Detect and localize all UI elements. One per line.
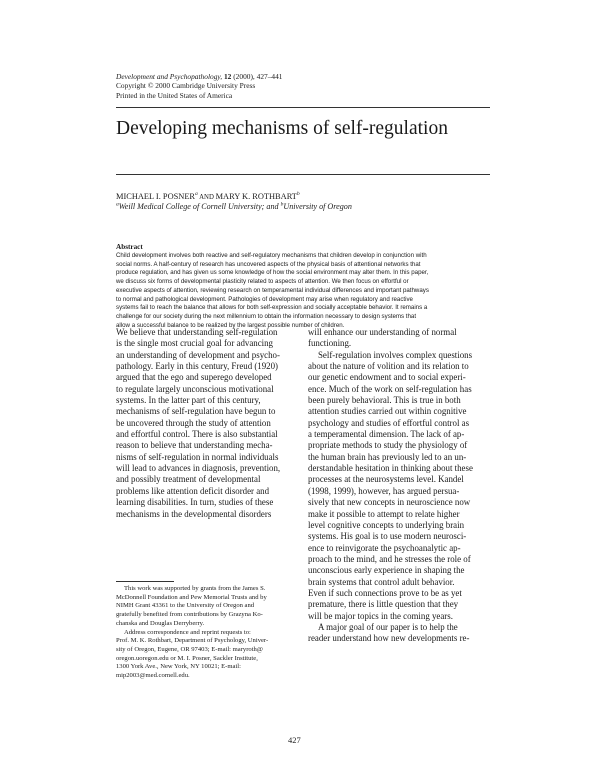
body-line: and possibly treatment of developmental [116, 474, 261, 485]
footnote [116, 585, 302, 681]
affiliation-mark-a: a [116, 201, 119, 208]
body-line: will enhance our understanding of normal [308, 327, 457, 337]
body-line: a temperamental dimension. The lack of ap- [308, 429, 465, 440]
body-line: ence. Much of the work on self-regulation has [308, 383, 472, 394]
body-line: be uncovered through the study of attention [116, 417, 271, 428]
body-line: mechanisms in the developmental disorders [116, 508, 272, 519]
footnote-line: oregon.uoregon.edu or M. I. Posner, Sackler Institute, [116, 654, 258, 662]
body-line: psychology and studies of effortful control as [308, 417, 470, 428]
affiliation-line [116, 201, 352, 212]
author-1: MICHAEL I. POSNER [116, 192, 196, 201]
author-2-mark: b [296, 191, 300, 198]
body-line: A major goal of our paper is to help the [318, 621, 458, 632]
body-line: problems like attention deficit disorder and [116, 485, 270, 496]
body-line: (1998, 1999), however, has argued persua- [308, 485, 460, 496]
body-line: the human brain has previously led to an un- [308, 451, 467, 462]
body-line: propriate methods to study the physiology of [308, 440, 468, 451]
body-line: mechanisms of self-regulation have begun to [116, 406, 276, 417]
body-line: learning disabilities. In turn, studies of these [116, 497, 274, 508]
body-line: our genetic endowment and to social experi- [308, 372, 466, 383]
affiliation-mark-b: b [280, 201, 284, 208]
footnote-line: 1300 York Ave., New York, NY 10021; E-mail: [116, 663, 241, 671]
journal-name: Development and Psychopathology, [116, 72, 223, 81]
top-rule [116, 107, 490, 108]
affiliation-a: Weill Medical College of Cornell University; and [118, 202, 281, 211]
author-1-mark: a [195, 191, 198, 198]
body-line: an understanding of development and psycho- [116, 349, 280, 360]
author-2: MARY K. ROTHBART [215, 192, 297, 201]
body-line: about the nature of volition and its relation to [308, 361, 469, 372]
abstract-line: Child development involves both reactive and self-regulatory mechanisms that children develop in conjunction with [116, 252, 427, 259]
abstract-body [116, 252, 490, 330]
footnote-line: McDonnell Foundation and Pew Memorial Trusts and by [116, 593, 267, 601]
body-line: Even if such connections prove to be as yet [308, 587, 462, 598]
body-line: nisms of self-regulation in normal individuals [116, 451, 279, 462]
footnote-line: gratefully benefited from contributions by Grazyna Ko- [116, 611, 263, 619]
journal-volume: 12 [223, 72, 232, 81]
paper-title: Developing mechanisms of self-regulation [116, 118, 448, 139]
body-line: Self-regulation involves complex questions [318, 349, 473, 360]
footnote-line: This work was supported by grants from the James S. [124, 585, 266, 592]
abstract-line: systems fail to reach the balance that allows for both self-expression and socially acceptable behavior. It remains a [116, 304, 428, 312]
footnote-line: sity of Oregon, Eugene, OR 97403; E-mail: maryroth@ [116, 645, 263, 653]
body-line: pathology. Early in this century, Freud (1920) [116, 361, 279, 372]
body-line: is the single most crucial goal for advancing [116, 338, 273, 349]
body-line: to regulate largely unconscious motivational [116, 383, 274, 394]
body-line: reason to believe that understanding mecha- [116, 440, 273, 451]
body-line: functioning. [308, 338, 352, 349]
body-line: We believe that understanding self-regulation [116, 327, 278, 337]
body-line: reader understand how new developments re- [308, 633, 470, 644]
body-line: will lead to advances in diagnosis, prevention, [116, 463, 281, 474]
abstract-line: produce regulation, and has given us some knowledge of how the social environment may alter them. In this paper, [116, 269, 429, 277]
body-line: processes at the neurosystems level. Kandel [308, 474, 464, 485]
body-line: make it possible to attempt to relate higher [308, 508, 460, 519]
body-line: argued that the ego and superego developed [116, 372, 272, 383]
body-line: derstandable hesitation in thinking about these [308, 463, 473, 474]
affiliation-b: University of Oregon [283, 202, 352, 211]
body-line: ence to reinvigorate the psychoanalytic ap- [308, 542, 461, 553]
body-line: level cognitive concepts to underlying brain [308, 519, 465, 530]
abstract-line: we discuss six forms of developmental plasticity related to aspects of attention. We then focus on effortful or [116, 278, 409, 286]
author-and: AND [197, 194, 216, 201]
abstract-line: challenge for our society during the next millennium to obtain the information necessary to design systems that [116, 312, 417, 320]
journal-citation [116, 72, 496, 81]
title-rule [116, 174, 490, 175]
footnote-line: Address correspondence and reprint requests to: [124, 628, 251, 636]
body-line: systems. His goal is to use modern neurosci- [308, 531, 467, 542]
body-line: been purely behavioral. This is true in both [308, 395, 461, 406]
body-line: premature, there is little question that they [308, 599, 459, 610]
copyright-line: Copyright © 2000 Cambridge University Press [116, 81, 256, 91]
abstract-line: allow a successful balance to be realized by the largest possible number of children. [116, 321, 345, 329]
abstract-line: social norms. A half-century of research has uncovered aspects of the physical basis of attentional networks that [116, 260, 421, 268]
body-column-left [116, 327, 308, 520]
footnote-line: NIMH Grant 43361 to the University of Oregon and [116, 602, 255, 610]
body-line: and effortful control. There is also substantial [116, 429, 278, 440]
body-line: attention studies carried out within cognitive [308, 406, 467, 417]
body-line: systems. In the latter part of this century, [116, 395, 261, 406]
footnote-line: chanska and Douglas Derryberry. [116, 619, 205, 627]
footnote-line: Prof. M. K. Rothbart, Department of Psychology, Univer- [116, 637, 269, 645]
abstract-line: executive aspects of attention, reviewing research on temperamental individual differences and important pathways [116, 286, 429, 294]
body-column-right [308, 327, 500, 645]
abstract-line: to normal and pathological development. Pathologies of development may arise when regulatory and reactive [116, 295, 413, 303]
footnote-rule [116, 581, 174, 582]
body-line: sively that new concepts in neuroscience now [308, 497, 471, 508]
body-line: brain systems that control adult behavior. [308, 576, 455, 587]
printed-line: Printed in the United States of America [116, 90, 233, 100]
body-line: proach to the mind, and he stresses the role of [308, 553, 471, 564]
journal-header [116, 72, 496, 100]
body-line: will be major topics in the coming years. [308, 610, 453, 621]
abstract-heading: Abstract [116, 243, 143, 251]
journal-pages: (2000), 427–441 [231, 72, 283, 81]
page-number: 427 [288, 735, 301, 745]
footnote-line: mip2003@med.cornell.edu. [116, 672, 190, 680]
body-line: unconscious early experience in shaping the [308, 565, 465, 576]
